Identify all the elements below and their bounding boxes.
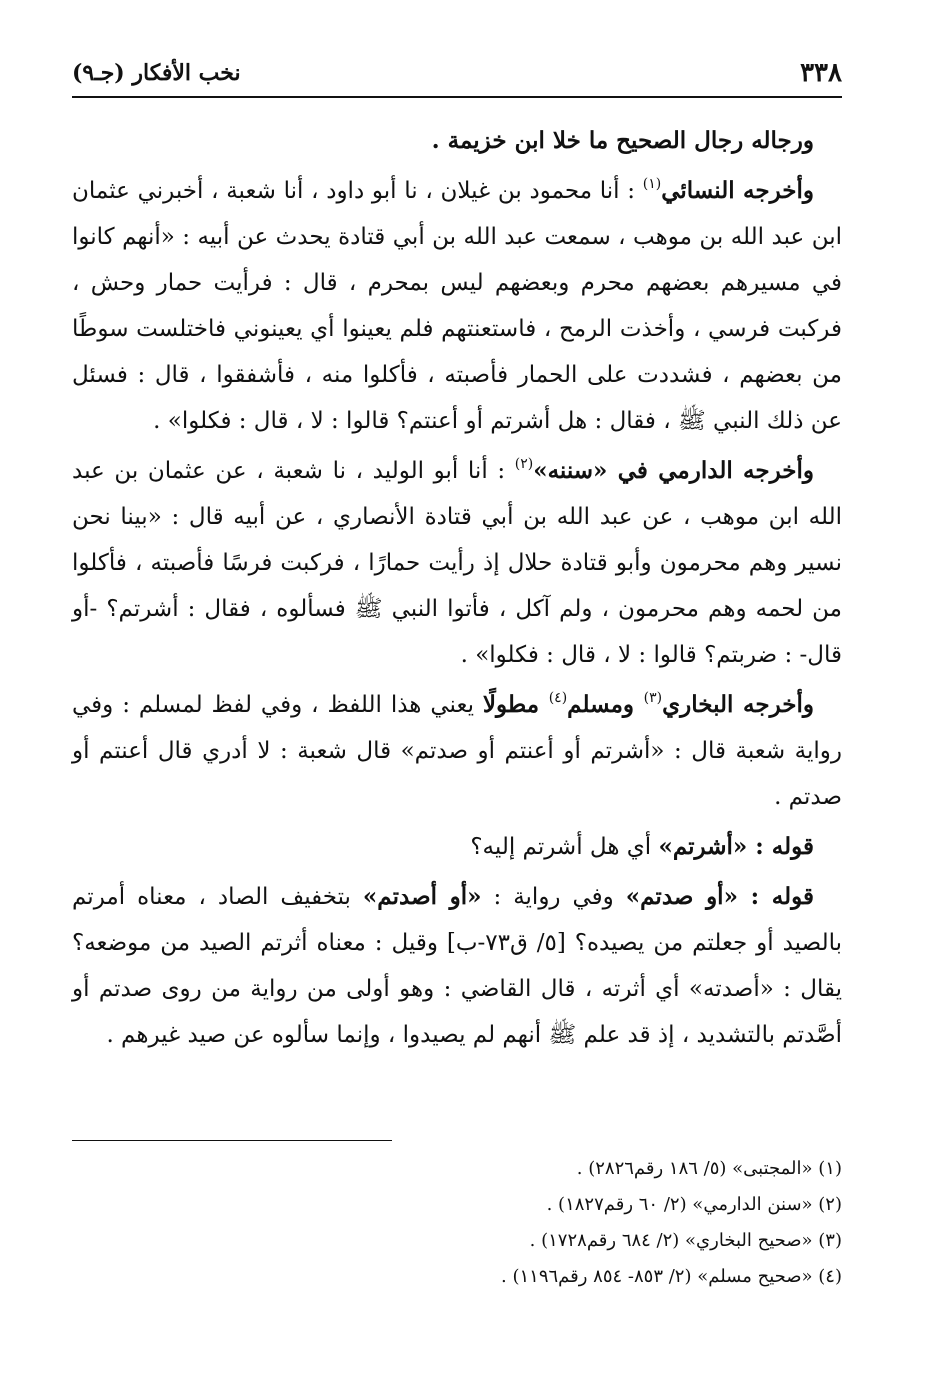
paragraph-lead-3: مطولًا: [482, 691, 549, 718]
paragraph-3: [72, 448, 842, 678]
paragraph-lead-2: ومسلم: [567, 691, 644, 718]
paragraph-5: [72, 824, 842, 870]
footnote-ref-2: (٤): [548, 690, 568, 706]
paragraph-text: أي هل أشرتم إليه؟: [470, 834, 659, 860]
paragraph-2: [72, 168, 842, 444]
paragraph-text: بتخفيف الصاد ، معناه أمرتم بالصيد أو جعلتم من يصيده؟ [٥/ ق٧٣-ب] وقيل : معناه أثرتم الصيد من موضعه؟ يقال : «أصدته» أي أثرته ، قال القاضي : وهو أولى من رواية من روى صدتم أو أصَّدتم بالتشديد ، إذ قد علم ﷺ أنهم لم يصيدوا ، وإنما سألوه عن صيد غيرهم .: [72, 884, 842, 1048]
footnote-ref: (١): [642, 176, 662, 192]
paragraph-1: [72, 118, 842, 164]
paragraph-lead: وأخرجه الدارمي في «سننه»: [533, 457, 814, 484]
footnote-ref: (٢): [514, 456, 534, 472]
paragraph-lead: وأخرجه النسائي: [661, 177, 814, 204]
paragraph-lead-2: «أو أصدتم»: [362, 883, 482, 910]
paragraph-text: ورجاله رجال الصحيح ما خلا ابن خزيمة .: [431, 127, 814, 154]
paragraph-lead: وأخرجه البخاري: [662, 691, 814, 718]
paragraph-lead: قوله : «أشرتم»: [658, 833, 814, 860]
paragraph-mid: وفي رواية :: [481, 884, 626, 910]
footnote-2: (٢) «سنن الدارمي» (٢/ ٦٠ رقم١٨٢٧) .: [546, 1194, 842, 1215]
paragraph-text: : أنا أبو الوليد ، نا شعبة ، عن عثمان بن عبد الله ابن موهب ، عن عبد الله بن أبي قتادة الأنصاري ، عن أبيه قال : «بينا نحن نسير وهم محرمون وأبو قتادة حلال إذ رأيت حمارًا ، فركبت فرسًا فأصبته ، فأكلوا من لحمه وهم محرمون ، ولم آكل ، فأتوا النبي ﷺ فسألوه ، فقال : أشرتم؟ -أو قال- : ضربتم؟ قالوا : لا ، قال : فكلوا» .: [72, 458, 842, 668]
footnote-4: (٤) «صحيح مسلم» (٢/ ٨٥٣- ٨٥٤ رقم١١٩٦) .: [501, 1266, 842, 1287]
paragraph-text: : أنا محمود بن غيلان ، نا أبو داود ، أنا شعبة ، أخبرني عثمان ابن عبد الله بن موهب ، سمعت عبد الله بن أبي قتادة يحدث عن أبيه : «أنهم كانوا في مسيرهم بعضهم محرم وبعضهم ليس بمحرم ، قال : فرأيت حمار وحش ، فركبت فرسي ، وأخذت الرمح ، فاستعنتهم فلم يعينوا أي يعينوني فاختلست سوطًا من بعضهم ، فشددت على الحمار فأصبته ، فأكلوا منه ، فأشفقوا ، قال : فسئل عن ذلك النبي ﷺ ، فقال : هل أشرتم أو أعنتم؟ قالوا : لا ، قال : فكلوا» .: [72, 178, 842, 434]
page-header: [72, 50, 842, 98]
paragraph-6: [72, 874, 842, 1058]
book-title: نخب الأفكار (جـ٩): [72, 60, 241, 86]
footnote-3: (٣) «صحيح البخاري» (٢/ ٦٨٤ رقم١٧٢٨) .: [529, 1230, 842, 1251]
footnote-ref: (٣): [643, 690, 663, 706]
paragraph-4: [72, 682, 842, 820]
footnote-1: (١) «المجتبى» (٥/ ١٨٦ رقم٢٨٢٦) .: [576, 1158, 842, 1179]
main-text: [72, 118, 842, 1058]
page-number: ٣٣٨: [800, 58, 842, 88]
footnotes: [72, 1140, 842, 1295]
paragraph-text: يعني هذا اللفظ ، وفي لفظ لمسلم : وفي رواية شعبة قال : «أشرتم أو أعنتم أو صدتم» قال شعبة : لا أدري قال أعنتم أو صدتم .: [72, 692, 842, 810]
paragraph-lead: قوله : «أو صدتم»: [625, 883, 814, 910]
footnote-divider: [72, 1140, 392, 1141]
